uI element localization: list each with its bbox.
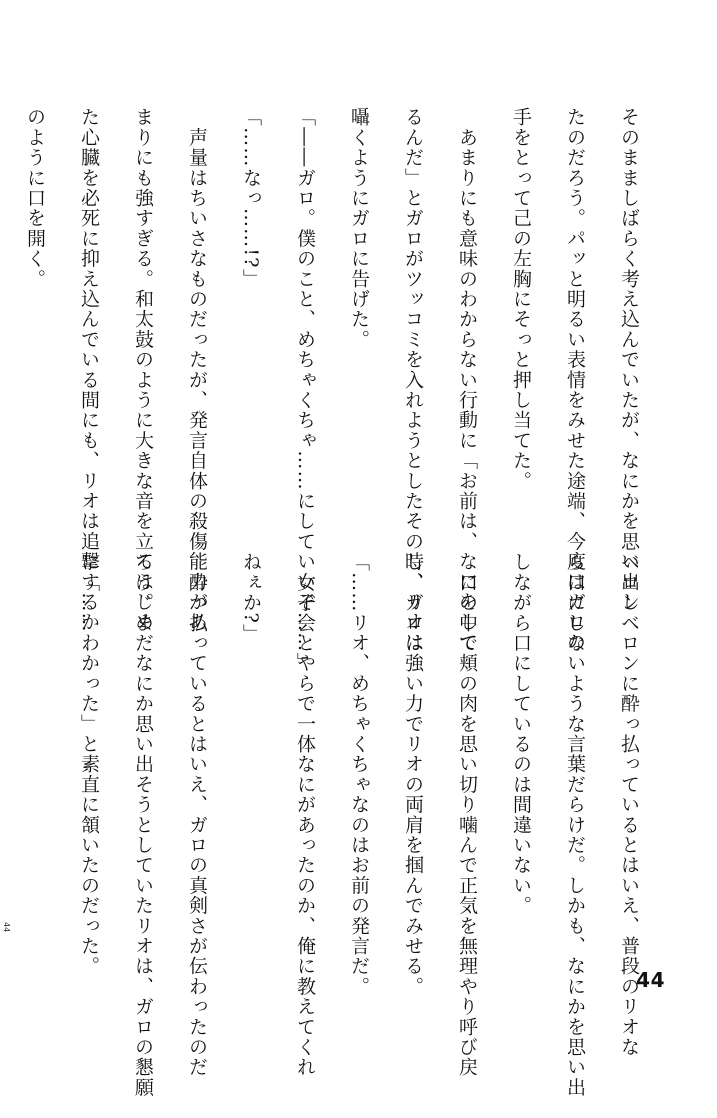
text-line: るんだ」とガロがツッコミを入れようとしたその時、リオは — [402, 106, 424, 653]
text-line: 「……リオ、めちゃくちゃなのはお前の発言だ。 — [348, 551, 370, 997]
text-line: ねぇか?」 — [240, 551, 262, 645]
text-line: 囁くようにガロに告げた。 — [348, 106, 370, 350]
text-line: 酔っ払っているとはいえ、ガロの真剣さが伝わったのだ — [186, 551, 208, 1078]
text-line: 「――ガロ。僕のこと、めちゃくちゃ……にしていいぞ……」 — [294, 106, 316, 673]
page-number: 44 — [636, 968, 665, 992]
text-line: し、ガロは強い力でリオの両肩を掴んでみせる。 — [402, 551, 424, 997]
text-line: 手をとって己の左胸にそっと押し当てた。 — [510, 106, 532, 491]
margin-mark: 44 — [2, 922, 11, 933]
text-line: ら口にしないような言葉だらけだ。しかも、なにかを思い出 — [564, 551, 586, 1098]
text-line: 口の中で頬の肉を思い切り噛んで正気を無理やり呼び戻 — [456, 551, 478, 1078]
text-line: たのだろう。パッと明るい表情をみせた途端、今度はガロの — [564, 106, 586, 653]
text-line: あまりにも意味のわからない行動に「お前は、なにをして — [456, 106, 478, 653]
text-line: そのまましばらく考え込んでいたが、なにかを思い出し — [618, 106, 640, 612]
text-line: 女子会とやらで一体なにがあったのか、俺に教えてくれ — [294, 551, 316, 1078]
text-line: た心臓を必死に抑え込んでいる間にも、リオは追撃するか — [78, 106, 100, 633]
text-line: まりにも強すぎる。和太鼓のように大きな音を立てはじめ — [132, 106, 154, 633]
text-line: しながら口にしているのは間違いない。 — [510, 551, 532, 916]
text-line: のように口を開く。 — [24, 106, 46, 289]
text-line: ベロンベロンに酔っ払っているとはいえ、普段のリオな — [618, 551, 640, 1057]
text-line: 「……なっ……!?」 — [240, 106, 262, 289]
text-line: に「……わかった」と素直に頷いたのだった。 — [78, 551, 100, 977]
text-line: ろう。まだなにか思い出そうとしていたリオは、ガロの懇願 — [132, 551, 154, 1098]
text-line: 声量はちいさなものだったが、発言自体の殺傷能力があ — [186, 106, 208, 633]
